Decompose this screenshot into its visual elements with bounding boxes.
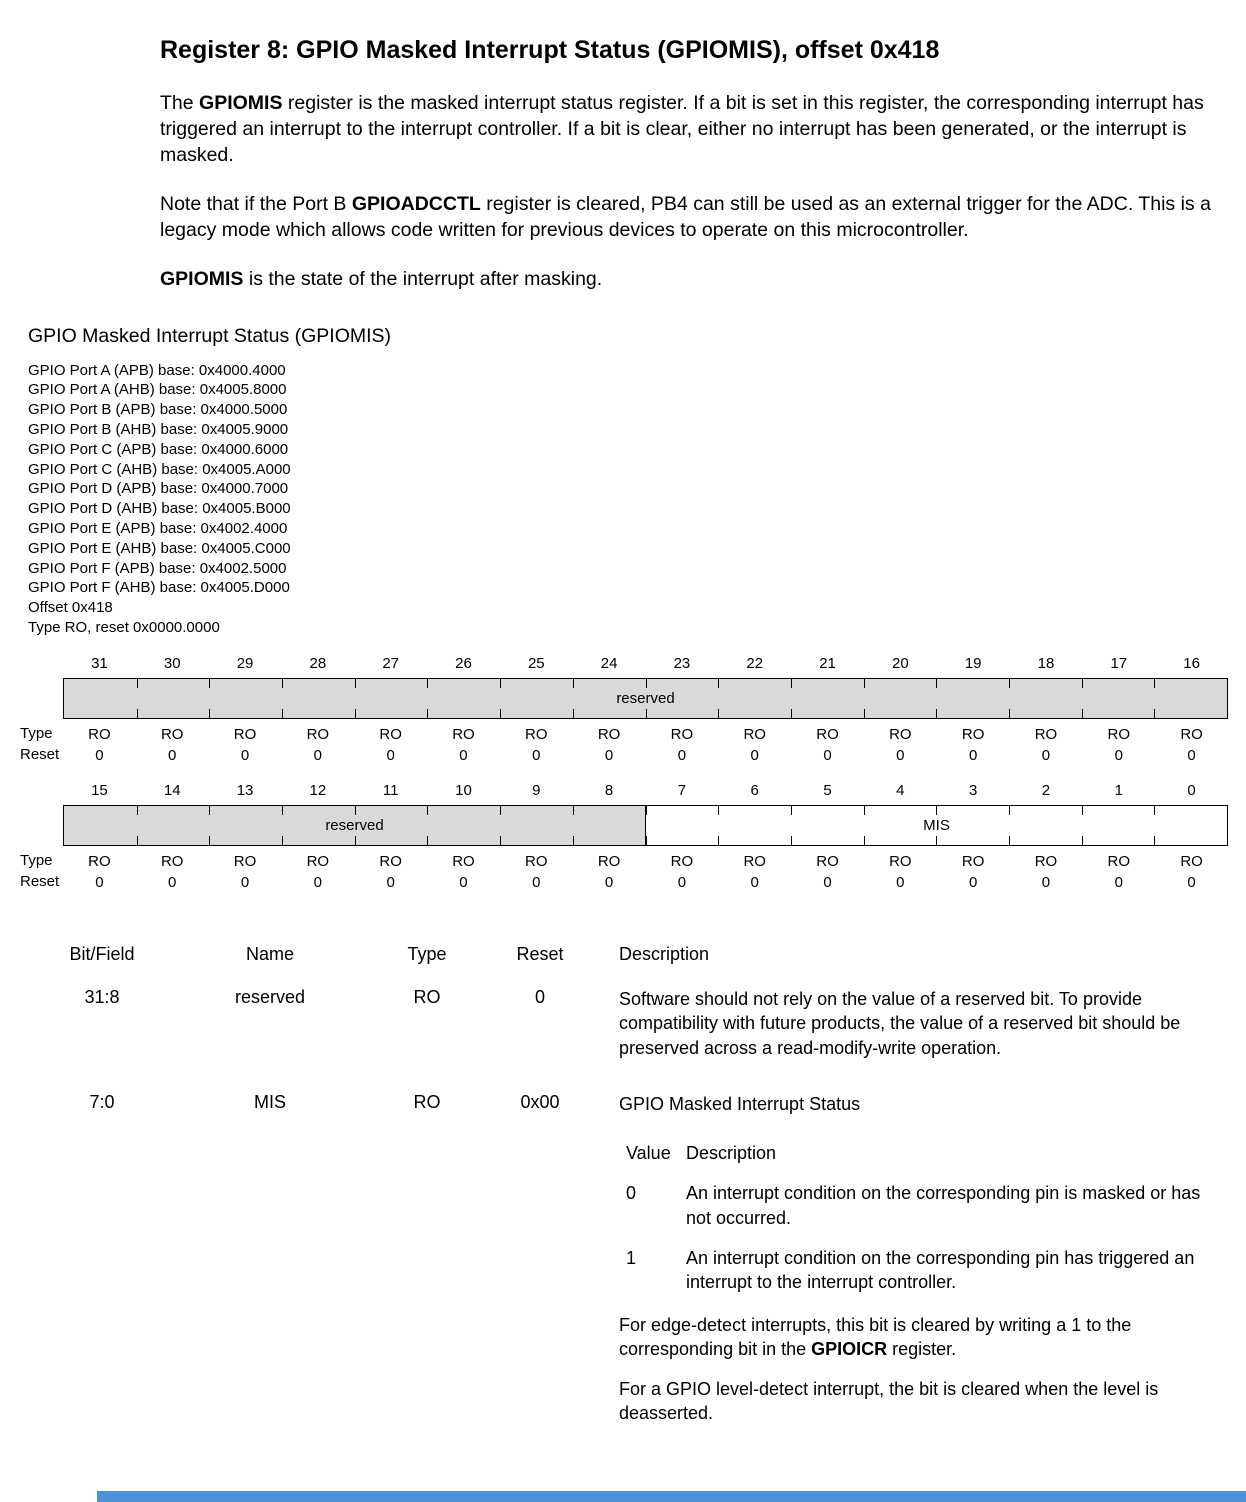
base-address-line: GPIO Port A (AHB) base: 0x4005.8000 <box>28 381 287 399</box>
text-segment: For edge-detect interrupts, this bit is cleared by writing a 1 to the corresponding bit in the <box>619 1314 1132 1360</box>
bit-number: 26 <box>455 654 472 672</box>
bit-tick <box>282 836 283 845</box>
value-table <box>626 1141 1228 1295</box>
bit-tick <box>137 709 138 718</box>
reset-cell: 0 <box>386 873 395 891</box>
type-cell: RO <box>961 852 985 870</box>
text-segment: For a GPIO level-detect interrupt, the bit is cleared when the level is deasserted. <box>619 1378 1159 1424</box>
type-cell: RO <box>1180 725 1203 743</box>
bit-tick <box>1082 836 1083 845</box>
register-summary-section <box>0 325 1246 892</box>
reset-cell: 0 <box>1114 746 1123 764</box>
bit-tick <box>936 806 937 815</box>
field-table-header-cell: Name <box>245 943 294 964</box>
bit-number: 28 <box>309 654 327 672</box>
bit-tick <box>427 709 428 718</box>
reset-cell: 0 <box>823 873 832 891</box>
bit-tick <box>1082 806 1083 815</box>
reset-cell: 0 <box>750 746 759 764</box>
description-paragraph <box>619 1377 1228 1426</box>
type-cell: RO <box>889 852 912 870</box>
type-cell: RO <box>160 852 184 870</box>
field-table-header-cell: Type <box>407 943 447 964</box>
base-address-line: GPIO Port E (AHB) base: 0x4005.C000 <box>28 539 291 557</box>
type-cell: RO <box>1107 852 1131 870</box>
bit-tick <box>1009 709 1010 718</box>
bit-tick <box>209 709 210 718</box>
type-cell: RO <box>743 725 766 743</box>
bit-number: 8 <box>604 781 614 799</box>
reset-cell: 0 <box>823 746 832 764</box>
reset-cell: 0 <box>459 873 468 891</box>
bit-tick <box>427 806 428 815</box>
description-paragraph <box>619 1092 1228 1116</box>
type-cell: RO <box>816 852 839 870</box>
value-header: Value <box>626 1142 671 1163</box>
value-table-header <box>626 1141 1228 1165</box>
text-segment: GPIOMIS <box>160 267 244 290</box>
base-address-line: GPIO Port F (APB) base: 0x4002.5000 <box>28 559 287 577</box>
empty-row-label <box>0 655 63 678</box>
bit-number: 21 <box>819 654 836 672</box>
description-paragraph <box>619 987 1228 1060</box>
type-cell: RO <box>88 852 111 870</box>
text-segment: register is the masked interrupt status register. If a bit is set in this register, the corresponding interrupt has triggered an interrupt to the interrupt controller. If a bit is clear, either no interrupt has been generated, or the interrupt is masked. <box>160 92 1204 166</box>
register-bit-diagram <box>0 655 1246 892</box>
reset-cell: 0 <box>968 873 978 891</box>
field-table-header-cell: Description <box>619 943 710 964</box>
type-cell: RO <box>816 725 839 743</box>
type-cell: RO <box>306 725 330 743</box>
bit-tick <box>355 679 356 688</box>
bit-tick <box>718 709 719 718</box>
bit-number: 14 <box>163 781 181 799</box>
type-cell: RO <box>379 852 402 870</box>
reset-cell: 0 <box>532 746 541 764</box>
bit-number: 7 <box>677 781 687 799</box>
reset-cell: 0 <box>1114 873 1123 891</box>
reset-cell: 0 <box>168 746 177 764</box>
reset-cell: 0 <box>95 746 104 764</box>
bit-number: 30 <box>163 654 181 672</box>
bit-number: 29 <box>236 654 254 672</box>
bit-tick <box>646 679 647 688</box>
name-cell: reserved <box>234 986 306 1007</box>
text-segment: is the state of the interrupt after masking. <box>243 267 603 290</box>
description-cell <box>619 987 1228 1060</box>
reset-cell: 0 <box>677 746 687 764</box>
bit-number: 17 <box>1110 654 1128 672</box>
bitfield-cell: 31:8 <box>84 986 120 1007</box>
type-cell: RO <box>233 725 257 743</box>
type-cell: RO <box>306 852 330 870</box>
field-name-label: reserved <box>616 689 675 707</box>
bit-tick <box>1154 709 1155 718</box>
bitfield-cell: 7:0 <box>89 1092 115 1113</box>
field-table-row <box>57 1092 1228 1426</box>
reset-row-label: Reset <box>20 872 60 890</box>
reset-cell: 0 <box>313 746 323 764</box>
bit-number: 4 <box>896 781 905 799</box>
bit-tick <box>282 806 283 815</box>
bit-number: 9 <box>532 781 541 799</box>
value-text: An interrupt condition on the corresponding pin is masked or has not occurred. <box>686 1183 1201 1228</box>
bit-number: 13 <box>236 781 254 799</box>
bit-number: 11 <box>382 781 399 799</box>
bit-number: 31 <box>91 654 108 672</box>
type-cell: RO <box>889 725 912 743</box>
bit-field-box <box>63 678 1228 719</box>
type-cell: RO <box>452 725 475 743</box>
type-cell: RO <box>1034 852 1058 870</box>
base-address-line: GPIO Port D (AHB) base: 0x4005.B000 <box>28 500 291 518</box>
bottom-bar <box>97 1491 1246 1502</box>
name-cell: MIS <box>253 1092 286 1113</box>
base-address-line: GPIO Port A (APB) base: 0x4000.4000 <box>28 361 286 379</box>
text-segment: register. <box>887 1339 957 1360</box>
type-cell: RO <box>160 725 184 743</box>
register-base-addresses <box>28 361 1246 638</box>
text-segment: The <box>160 92 200 114</box>
bit-tick <box>718 806 719 815</box>
field-name-label: reserved <box>325 816 384 834</box>
base-address-line: GPIO Port E (APB) base: 0x4002.4000 <box>28 519 288 537</box>
bit-tick <box>137 806 138 815</box>
register-bit-row-group <box>0 782 1246 892</box>
type-cell: RO <box>1107 725 1131 743</box>
description-cell <box>619 1092 1228 1426</box>
reset-cell: 0 <box>896 873 905 891</box>
datasheet-page <box>0 36 1246 1426</box>
reset-cell: 0 <box>896 746 905 764</box>
bit-tick <box>1154 679 1155 688</box>
bit-tick <box>646 836 647 845</box>
type-cell: RO <box>597 725 621 743</box>
bit-tick <box>1154 836 1155 845</box>
bit-number: 3 <box>968 781 978 799</box>
reset-cell: 0 <box>168 873 177 891</box>
reset-cell: 0 <box>240 873 250 891</box>
bit-tick <box>573 836 574 845</box>
base-address-line: Offset 0x418 <box>28 599 113 617</box>
bit-number: 0 <box>1187 781 1196 799</box>
bit-tick <box>1082 679 1083 688</box>
bit-tick <box>718 679 719 688</box>
bit-tick <box>791 709 792 718</box>
bit-tick <box>864 806 865 815</box>
base-address-line: GPIO Port C (APB) base: 0x4000.6000 <box>28 440 289 458</box>
bit-tick <box>936 836 937 845</box>
base-address-line: Type RO, reset 0x0000.0000 <box>28 618 220 636</box>
bit-number: 16 <box>1183 654 1200 672</box>
reset-cell: 0 <box>604 746 614 764</box>
value-description-header: Description <box>686 1142 777 1163</box>
field-table-row <box>57 987 1228 1060</box>
text-segment: Note that if the Port B <box>160 192 352 215</box>
intro-paragraph <box>160 91 1222 169</box>
reset-cell: 0 <box>386 746 395 764</box>
bit-tick <box>791 836 792 845</box>
bit-tick <box>355 709 356 718</box>
empty-row-label <box>0 782 63 805</box>
type-cell: RO <box>597 852 621 870</box>
register-section-heading: GPIO Masked Interrupt Status (GPIOMIS) <box>28 324 392 347</box>
bit-number: 25 <box>527 654 545 672</box>
text-segment: register is cleared, PB4 can still be used as an external trigger for the ADC. This is a legacy mode which allows code written for previous devices to operate on this microcontroller. <box>160 192 1211 241</box>
bit-tick <box>427 679 428 688</box>
bit-number: 19 <box>964 654 982 672</box>
reset-cell: 0x00 <box>520 1092 560 1113</box>
type-cell: RO <box>670 852 694 870</box>
bit-tick <box>791 679 792 688</box>
type-cell: RO <box>1034 725 1058 743</box>
reset-cell: 0 <box>313 873 323 891</box>
bit-tick <box>936 709 937 718</box>
reset-cell: 0 <box>240 746 250 764</box>
field-table <box>57 944 1228 1426</box>
reset-cell: 0 <box>1041 873 1051 891</box>
description-paragraph <box>619 1313 1228 1362</box>
bit-tick <box>355 836 356 845</box>
bit-tick <box>718 836 719 845</box>
bit-tick <box>500 709 501 718</box>
bit-tick <box>355 806 356 815</box>
type-cell: RO <box>413 1092 441 1113</box>
reset-cell: 0 <box>677 873 687 891</box>
bit-number: 23 <box>673 654 691 672</box>
bit-tick <box>1009 679 1010 688</box>
bit-tick <box>282 679 283 688</box>
bit-tick <box>573 679 574 688</box>
bit-number: 20 <box>892 654 909 672</box>
reset-cell: 0 <box>459 746 468 764</box>
bit-tick <box>209 679 210 688</box>
bit-tick <box>500 836 501 845</box>
base-address-line: GPIO Port B (APB) base: 0x4000.5000 <box>28 401 288 419</box>
value-cell: 0 <box>626 1183 637 1204</box>
empty-row-label <box>0 678 63 719</box>
value-table-row <box>626 1181 1228 1230</box>
value-table-row <box>626 1246 1228 1295</box>
bit-tick <box>573 709 574 718</box>
bit-tick <box>864 836 865 845</box>
type-cell: RO <box>452 852 475 870</box>
bit-tick <box>864 679 865 688</box>
bit-tick <box>500 806 501 815</box>
bit-tick <box>137 679 138 688</box>
base-address-line: GPIO Port C (AHB) base: 0x4005.A000 <box>28 460 291 478</box>
register-title: Register 8: GPIO Masked Interrupt Status (GPIOMIS), offset 0x418 <box>160 36 940 64</box>
bit-tick <box>1154 806 1155 815</box>
bit-tick <box>864 709 865 718</box>
reset-cell: 0 <box>1041 746 1051 764</box>
intro-paragraph <box>160 192 1222 244</box>
text-segment: GPIO Masked Interrupt Status <box>619 1094 861 1115</box>
bit-tick <box>1009 836 1010 845</box>
type-cell: RO <box>525 852 548 870</box>
bit-tick <box>209 836 210 845</box>
empty-row-label <box>0 805 63 846</box>
base-address-line: GPIO Port D (APB) base: 0x4000.7000 <box>28 480 289 498</box>
field-table-header <box>57 944 1228 965</box>
intro-paragraph <box>160 267 1222 293</box>
reset-row-label: Reset <box>20 745 60 763</box>
bit-tick <box>1082 709 1083 718</box>
type-cell: RO <box>233 852 257 870</box>
type-cell: RO <box>525 725 548 743</box>
bit-field-box <box>63 805 1228 846</box>
bit-number: 6 <box>750 781 759 799</box>
field-name-label: MIS <box>923 816 950 834</box>
type-cell: RO <box>413 986 441 1007</box>
register-bit-row-group <box>0 655 1246 765</box>
bit-number: 12 <box>309 781 327 799</box>
text-segment: GPIOICR <box>811 1339 888 1360</box>
bit-number: 18 <box>1037 654 1055 672</box>
base-address-line: GPIO Port B (AHB) base: 0x4005.9000 <box>28 420 289 438</box>
type-cell: RO <box>961 725 985 743</box>
type-cell: RO <box>1180 852 1203 870</box>
text-segment: GPIOADCCTL <box>351 192 481 215</box>
type-row-label: Type <box>20 851 53 869</box>
reset-cell: 0 <box>534 986 545 1007</box>
value-cell: 1 <box>626 1247 637 1268</box>
bit-tick <box>427 836 428 845</box>
bit-tick <box>500 679 501 688</box>
type-cell: RO <box>743 852 766 870</box>
bit-tick <box>936 679 937 688</box>
reset-cell: 0 <box>532 873 541 891</box>
field-table-header-cell: Bit/Field <box>69 943 135 964</box>
bit-tick <box>282 709 283 718</box>
bit-number: 2 <box>1041 781 1051 799</box>
type-cell: RO <box>88 725 111 743</box>
base-address-line: GPIO Port F (AHB) base: 0x4005.D000 <box>28 579 290 597</box>
reset-cell: 0 <box>750 873 759 891</box>
bit-tick <box>573 806 574 815</box>
bit-tick <box>1009 806 1010 815</box>
bit-tick <box>646 709 647 718</box>
text-segment: Software should not rely on the value of a reserved bit. To provide compatibility with future products, the value of a reserved bit should be preserved across a read-modify-write operation. <box>619 988 1181 1058</box>
reset-cell: 0 <box>604 873 614 891</box>
bit-number: 10 <box>455 781 472 799</box>
bit-number: 22 <box>746 654 764 672</box>
field-table-header-cell: Reset <box>516 943 564 964</box>
bit-number: 5 <box>823 781 832 799</box>
reset-cell: 0 <box>95 873 104 891</box>
value-text: An interrupt condition on the corresponding pin has triggered an interrupt to the interrupt controller. <box>686 1247 1195 1293</box>
reset-cell: 0 <box>1187 746 1196 764</box>
type-cell: RO <box>379 725 402 743</box>
bit-tick <box>791 806 792 815</box>
bit-tick <box>137 836 138 845</box>
intro-paragraphs <box>160 91 1222 293</box>
reset-cell: 0 <box>1187 873 1196 891</box>
bit-number: 1 <box>1114 781 1123 799</box>
text-segment: GPIOMIS <box>199 92 283 114</box>
type-cell: RO <box>670 725 694 743</box>
bit-number: 24 <box>600 654 618 672</box>
bit-number: 15 <box>91 781 108 799</box>
bit-number: 27 <box>382 654 399 672</box>
bit-tick <box>646 806 647 815</box>
bit-tick <box>209 806 210 815</box>
type-row-label: Type <box>20 724 53 742</box>
reset-cell: 0 <box>968 746 978 764</box>
